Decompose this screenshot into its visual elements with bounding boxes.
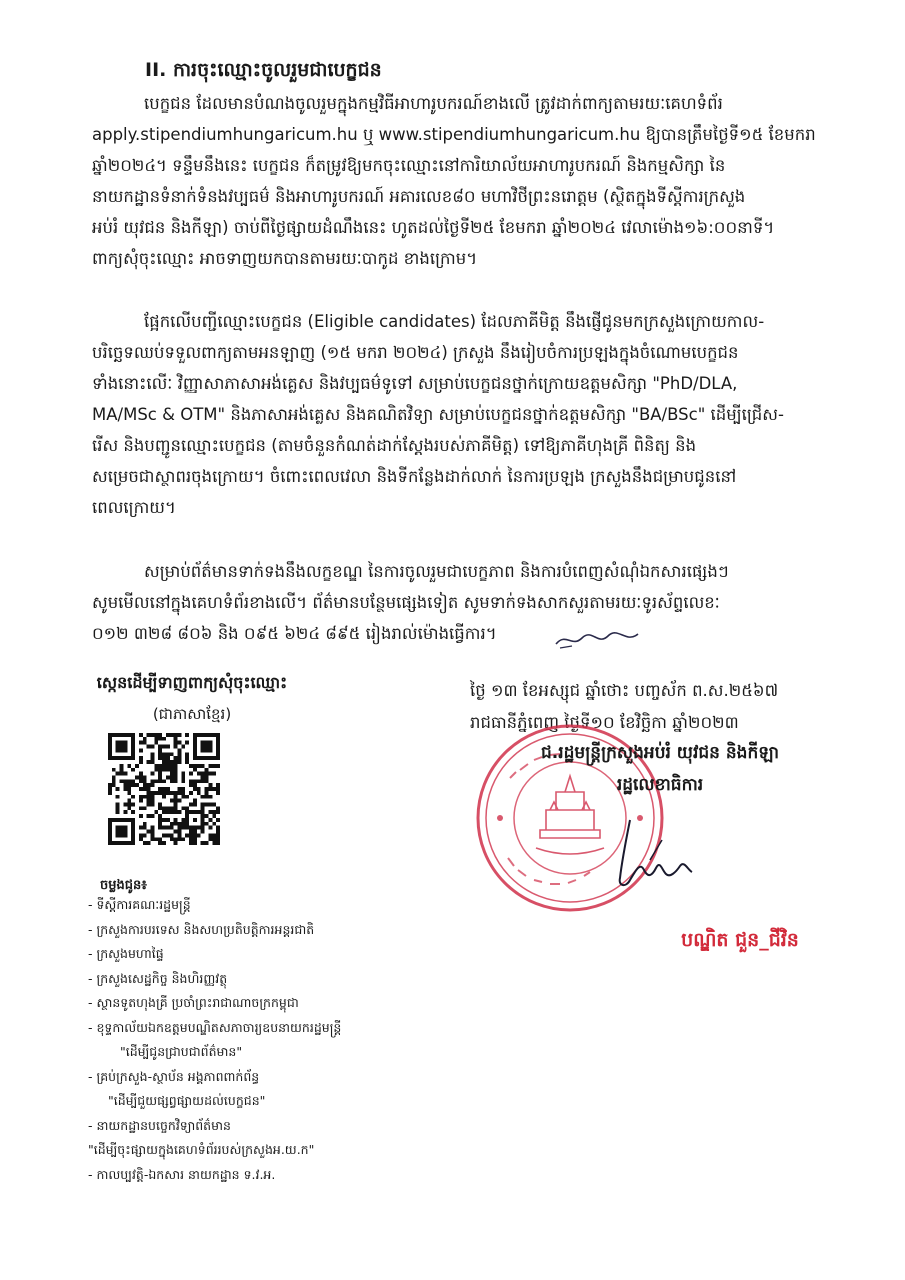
cc-item: - ខុទ្ទកាល័យឯកឧត្តមបណ្ឌិតសភាចារ្យឧបនាយករដ្ឋមន្ត្រី <box>88 1019 342 1035</box>
solar-date: រាជធានីភ្នំពេញ ថ្ងៃទី១០ ខែវិច្ឆិកា ឆ្នាំ២០២៣ <box>470 713 739 732</box>
qr-language-note: (ជាភាសាខ្មែរ) <box>152 705 232 723</box>
paragraph-line: សូមមើលនៅក្នុងគេហទំព័រខាងលើ។ ព័ត៌មានបន្ថែមផ្សេងទៀត សូមទាក់ទងសាកសួរតាមរយៈទូរស័ព្ទលេខៈ <box>92 593 720 612</box>
section-title: II. ការចុះឈ្មោះចូលរួមជាបេក្ខជន <box>145 59 382 81</box>
qr-code-icon[interactable] <box>108 733 220 845</box>
cc-item: - នាយកដ្ឋានបច្ចេកវិទ្យាព័ត៌មាន <box>88 1117 231 1133</box>
cc-item: - ក្រសួងមហាផ្ទៃ <box>88 946 164 961</box>
paragraph-line: ទាំងនោះលើៈ វិញ្ញាសាភាសាអង់គ្លេស និងវប្បធម៌ទូទៅ សម្រាប់បេក្ខជនថ្នាក់ក្រោយឧត្តមសិក្សា "PhD/DLA, <box>92 374 738 393</box>
cc-item: "ដើម្បីជួយផ្សព្វផ្សាយដល់បេក្ខជន" <box>108 1093 266 1108</box>
paragraph-line: សម្រាប់ព័ត៌មានទាក់ទងនឹងលក្ខខណ្ឌ នៃការចូលរួមជាបេក្ខភាព និងការបំពេញសំណុំឯកសារផ្សេងៗ <box>144 562 729 581</box>
cc-item: - ក្រសួងការបរទេស និងសហប្រតិបត្តិការអន្តរជាតិ <box>88 921 315 937</box>
paragraph-line: បេក្ខជន ដែលមានបំណងចូលរួមក្នុងកម្មវិធីអាហារូបករណ៍ខាងលើ ត្រូវដាក់ពាក្យតាមរយៈគេហទំព័រ <box>144 94 723 113</box>
paragraph-line: apply.stipendiumhungaricum.hu ឬ www.stipendiumhungaricum.hu ឱ្យបានត្រឹមថ្ងៃទី១៥ ខែមករា <box>92 125 816 144</box>
lunar-date: ថ្ងៃ ១៣ ខែអស្សុជ ឆ្នាំថោះ បញ្ចស័ក ព.ស.២៥៦៧ <box>470 681 779 700</box>
paragraph-contact <box>92 556 838 649</box>
paragraph-line: ឆ្នាំ២០២៤។ ទន្ទឹមនឹងនេះ បេក្ខជន ក៏តម្រូវឱ្យមកចុះឈ្មោះនៅការិយាល័យអាហារូបករណ៍ និងកម្មសិក្សា នៃ <box>92 156 726 175</box>
initials-scribble <box>552 626 642 654</box>
paragraph-line: សម្រេចជាស្ថាពរចុងក្រោយ។ ចំពោះពេលវេលា និងទីកន្លែងដាក់លាក់ នៃការប្រឡង ក្រសួងនឹងជម្រាបជូននៅ <box>92 467 737 486</box>
paragraph-line: ពេលក្រោយ។ <box>92 498 176 517</box>
qr-caption: ស្កេនដើម្បីទាញពាក្យសុំចុះឈ្មោះ <box>96 673 288 692</box>
paragraph-line: MA/MSc & OTM" និងភាសាអង់គ្លេស និងគណិតវិទ្យា សម្រាប់បេក្ខជនថ្នាក់ឧត្តមសិក្សា "BA/BSc" ដើម្បីជ្រើស- <box>92 405 784 424</box>
position-line: រដ្ឋលេខាធិការ <box>616 775 704 795</box>
cc-item: - ទីស្តីការគណៈរដ្ឋមន្ត្រី <box>88 897 191 912</box>
cc-list <box>88 893 388 1187</box>
cc-item: "ដើម្បីជូនជ្រាបជាព័ត៌មាន" <box>120 1044 243 1059</box>
paragraph-line: ផ្អែកលើបញ្ជីឈ្មោះបេក្ខជន (Eligible candidates) ដែលភាគីមិត្ត នឹងផ្ញើជូនមកក្រសួងក្រោយកាល- <box>144 312 765 331</box>
cc-title: ចម្លងជូន៖ <box>100 878 147 893</box>
paragraph-line: ០១២ ៣២៨ ៨០៦ និង ០៩៥ ៦២៤ ៨៩៥ រៀងរាល់ម៉ោងធ្វើការ។ <box>92 624 497 643</box>
cc-item: - កាលប្បវត្តិ-ឯកសារ នាយកដ្ឋាន ទ.វ.អ. <box>88 1166 276 1182</box>
paragraph-line: រើស និងបញ្ជូនឈ្មោះបេក្ខជន (តាមចំនួនកំណត់ដាក់ស្តែងរបស់ភាគីមិត្ត) ទៅឱ្យភាគីហុងគ្រី ពិនិត្យ និង <box>92 436 697 455</box>
cc-item: - គ្រប់ក្រសួង-ស្ថាប័ន អង្គភាពពាក់ព័ន្ធ <box>88 1068 260 1084</box>
signature-icon <box>600 800 710 910</box>
paragraph-registration <box>92 88 838 274</box>
paragraph-line: ពាក្យសុំចុះឈ្មោះ អាចទាញយកបានតាមរយៈបាកូដ ខាងក្រោម។ <box>92 249 478 268</box>
cc-item: - ស្ថានទូតហុងគ្រី ប្រចាំព្រះរាជាណាចក្រកម្ពុជា <box>88 995 299 1010</box>
paragraph-exam <box>92 306 838 523</box>
cc-item: - ក្រសួងសេដ្ឋកិច្ច និងហិរញ្ញវត្ថុ <box>88 970 228 986</box>
ministry-signature-title <box>480 737 840 801</box>
paragraph-line: នាយកដ្ឋានទំនាក់ទំនងវប្បធម៌ និងអាហារូបករណ៍ អគារលេខ៨០ មហាវិថីព្រះនរោត្តម (ស្ថិតក្នុងទីស្តីការក្រសួង <box>92 187 746 206</box>
signer-name: បណ្ឌិត ជួន_ជីវិន <box>681 929 799 951</box>
ministry-line: ជ.រដ្ឋមន្ត្រីក្រសួងអប់រំ យុវជន និងកីឡា <box>540 743 780 763</box>
cc-item: "ដើម្បីចុះផ្សាយក្នុងគេហទំព័ររបស់ក្រសួងអ.យ.ក" <box>88 1142 315 1157</box>
paragraph-line: អប់រំ យុវជន និងកីឡា) ចាប់ពីថ្ងៃផ្សាយដំណឹងនេះ ហូតដល់ថ្ងៃទី២៥ ខែមករា ឆ្នាំ២០២៤ វេលាម៉ោង១៦:០០នាទី។ <box>92 218 775 237</box>
paragraph-line: បរិច្ឆេទឈប់ទទួលពាក្យតាមអនឡាញ (១៥ មករា ២០២៤) ក្រសួង នឹងរៀបចំការប្រឡងក្នុងចំណោមបេក្ខជន <box>92 343 739 362</box>
